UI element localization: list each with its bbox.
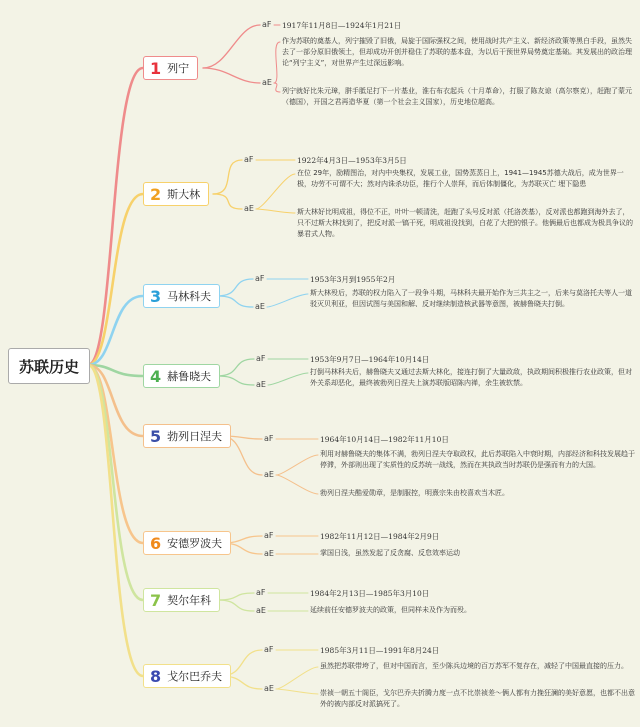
branch-line: [217, 296, 253, 307]
branch-line: [203, 68, 260, 83]
label-af: aF: [255, 274, 265, 283]
branch-line: [88, 365, 143, 600]
label-ae: aE: [256, 606, 266, 615]
leader-node-7[interactable]: [143, 588, 220, 612]
description-paragraph: 作为苏联的奠基人，列宁摧毁了旧俄，局旋于国际强权之间，使用战时共产主义、新经济政策等黑白手段，虽然失去了一部分原旧俄领土，但却成功开创并稳住了苏联的基本盘，为以后干预世界局势奠定基础。其发展出的政治理论“列宁主义”，对世界产生过深远影响。: [282, 37, 632, 67]
reign-dates: 1922年4月3日—1953年3月5日: [297, 156, 407, 165]
root-node[interactable]: [8, 348, 90, 384]
branch-line: [217, 359, 254, 376]
branch-line: [213, 194, 242, 209]
description-paragraph: 在位 29年，励精图治，对内中央集权，发展工业，国势蒸蒸日上，1941—1945苏德大战后，成为世界一极，功劳不可谓不大；然对内诛杀功臣，推行个人崇拜，而后体制僵化，为苏联灭亡 埋下隐患: [297, 169, 624, 188]
leader-name: 勃列日涅夫: [167, 430, 223, 443]
leader-number: 4: [150, 366, 162, 386]
label-af: aF: [244, 155, 254, 164]
description-paragraph: 虽然把苏联带垮了，但对中国而言，至少陈兵边境的百万苏军不复存在，减轻了中国最直接的压力。: [320, 662, 628, 670]
label-ae: aE: [264, 549, 274, 558]
description-paragraph: 延续前任安德罗波夫的政策，但同样未及作为而殁。: [310, 606, 471, 614]
reign-dates: 1985年3月11日—1991年8月24日: [320, 646, 440, 655]
leader-name: 马林科夫: [167, 290, 212, 303]
root-label: 苏联历史: [18, 357, 79, 376]
leader-number: 3: [150, 286, 162, 306]
branch-line: [88, 68, 143, 365]
branch-line: [276, 455, 318, 475]
label-af: aF: [256, 354, 266, 363]
leader-node-4[interactable]: [143, 364, 220, 388]
branch-line: [267, 294, 308, 307]
leader-number: 6: [150, 533, 162, 553]
leader-node-3[interactable]: [143, 284, 220, 308]
reign-dates: 1982年11月12日—1984年2月9日: [320, 532, 440, 541]
leader-node-5[interactable]: [143, 424, 231, 448]
branch-line: [274, 83, 280, 92]
leader-name: 斯大林: [167, 188, 201, 201]
branch-line: [274, 42, 280, 83]
description-paragraph: 斯大林好比明成祖，得位不正，叶叶一顿清洗，赶跑了头号反对派（托洛茨基），反对派也都跑到海外去了，只不过斯大林找到了，把反对派一镐干死，明成祖没找到，白花了大把的银子。他俩最后也都成为极具争议的暴君式人物。: [297, 208, 633, 238]
label-ae: aE: [262, 78, 272, 87]
leader-number: 1: [150, 58, 162, 78]
reign-dates: 1964年10月14日—1982年11月10日: [320, 435, 449, 444]
leader-node-1[interactable]: [143, 56, 198, 80]
branch-line: [276, 689, 318, 694]
label-af: aF: [264, 645, 274, 654]
description-paragraph: 打倒马林科夫后，赫鲁晓夫又通过去斯大林化，接连打倒了大量政敌，执政期间积极推行农业政策，但对外关系却恶化，最终被勃列日涅夫上演苏联版昭陈内禅，余生被软禁。: [310, 368, 632, 387]
description-paragraph: 崇祯一朝五十阁臣，戈尔巴乔夫折腾力度一点不比崇祯差～俩人都有力挽狂澜的美好意愿，也都不出意外的被内部反对派搞死了。: [320, 689, 635, 708]
branch-line: [203, 25, 260, 68]
reign-dates: 1953年3月到1955年2月: [310, 275, 396, 284]
reign-dates: 1953年9月7日—1964年10月14日: [310, 355, 430, 364]
leader-name: 安德罗波夫: [167, 537, 223, 550]
leader-number: 7: [150, 590, 162, 610]
reign-dates: 1917年11月8日—1924年1月21日: [282, 21, 402, 30]
branch-line: [88, 365, 143, 543]
branch-line: [217, 376, 254, 385]
branch-line: [276, 475, 318, 494]
label-ae: aE: [264, 470, 274, 479]
label-ae: aE: [256, 380, 266, 389]
leader-name: 契尔年科: [167, 594, 212, 607]
description-paragraph: 斯大林殁后，苏联的权力陷入了一段争斗期，马林科夫最开始作为三共主之一，后来与莫洛托夫等人一道驳灭贝利亚，但因试图与美国和解、反对继续制造核武器等意图，被赫鲁晓夫打倒。: [310, 289, 632, 308]
leader-name: 列宁: [167, 62, 190, 75]
branch-line: [256, 209, 295, 213]
branch-line: [217, 593, 254, 600]
label-ae: aE: [255, 302, 265, 311]
label-af: aF: [262, 20, 272, 29]
branch-line: [88, 365, 143, 676]
branch-line: [217, 600, 254, 611]
branch-line: [268, 373, 308, 385]
label-af: aF: [264, 531, 274, 540]
leader-node-8[interactable]: [143, 664, 231, 688]
branch-line: [213, 160, 242, 194]
leader-name: 戈尔巴乔夫: [167, 670, 223, 683]
branch-line: [88, 194, 143, 365]
leader-node-6[interactable]: [143, 531, 231, 555]
leader-number: 8: [150, 666, 162, 686]
leader-name: 赫鲁晓夫: [167, 370, 212, 383]
reign-dates: 1984年2月13日—1985年3月10日: [310, 589, 430, 598]
label-ae: aE: [264, 684, 274, 693]
branch-line: [256, 174, 295, 209]
branch-line: [217, 279, 253, 296]
label-af: aF: [264, 434, 274, 443]
leader-number: 5: [150, 426, 162, 446]
leader-number: 2: [150, 184, 162, 204]
leader-node-2[interactable]: [143, 182, 209, 206]
description-paragraph: 列宁就好比朱元璋，胼手胝足打下一片基业，淮右布衣起兵（十月革命），打服了陈友谅（高尔察克），赶跑了蒙元（德国），开国之君再造华夏（第一个社会主义国家），历史地位超高。: [282, 87, 632, 106]
label-af: aF: [256, 588, 266, 597]
description-paragraph: 掌国日浅，虽然发起了反贪腐、反怠效率运动: [320, 549, 460, 557]
branch-line: [276, 667, 318, 689]
label-ae: aE: [244, 204, 254, 213]
description-paragraph: 勃列日涅夫酷爱勋章，是制服控，明熹宗朱由校喜欢当木匠。: [320, 489, 509, 497]
description-paragraph: 利用对赫鲁晓夫的集体不满，勃列日涅夫夺取政权，此后苏联陷入中衰时期，内部经济和科技发展趋于停滞，外部则出现了实质性的反苏统一战线，然而在其执政当时苏联仍是强而有力的大国。: [320, 450, 635, 469]
